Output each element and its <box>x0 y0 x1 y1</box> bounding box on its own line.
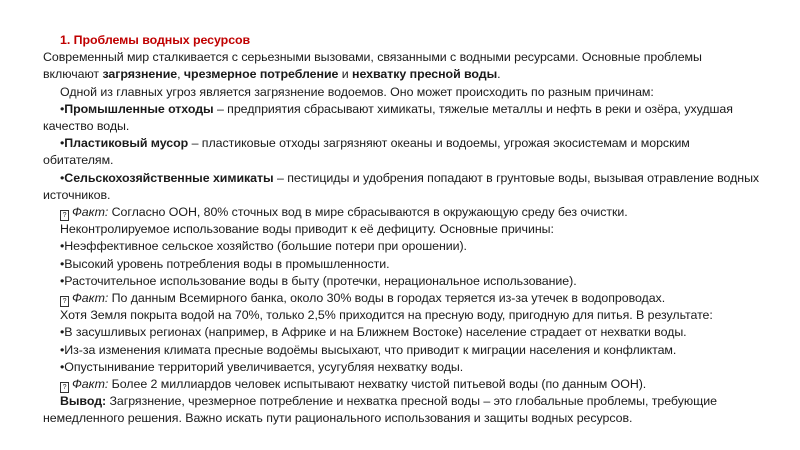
list-item <box>43 170 760 204</box>
fact-text: Согласно ООН, 80% сточных вод в мире сбрасываются в окружающую среду без очистки. <box>108 205 628 220</box>
fact-label: Факт: <box>72 291 109 306</box>
fact-label: Факт: <box>72 205 109 220</box>
list-item <box>60 324 760 341</box>
fact-line <box>60 376 760 393</box>
list-item-text: – пластиковые отходы загрязняют океаны и водоемы, угрожая экосистемам и морским обитателям. <box>43 136 690 168</box>
missing-glyph-icon: ? <box>60 382 69 393</box>
list-item-bold: Промышленные отходы <box>64 101 214 116</box>
bullet: • <box>60 136 65 151</box>
pollution-intro <box>60 84 760 101</box>
list-item <box>60 273 760 290</box>
fact-line <box>60 204 760 221</box>
list-item <box>60 342 760 359</box>
shortage-intro <box>60 307 760 324</box>
list-item-text: •Высокий уровень потребления воды в промышленности. <box>60 256 390 271</box>
intro-bold-pollution: загрязнение <box>102 67 178 82</box>
intro-text: Современный мир сталкивается с серьезными вызовами, связанными с водными ресурсами. Основные проблемы включают <box>43 50 702 82</box>
list-item <box>60 238 760 255</box>
list-item <box>60 256 760 273</box>
list-item-text: •Расточительное использование воды в быту (протечки, нерациональное использование). <box>60 273 577 288</box>
section-title-text: 1. Проблемы водных ресурсов <box>60 33 251 47</box>
bullet: • <box>60 170 65 185</box>
conclusion-paragraph <box>43 393 760 427</box>
fact-text: По данным Всемирного банка, около 30% воды в городах теряется из-за утечек в водопроводах. <box>108 291 666 306</box>
intro-bold-overconsumption: чрезмерное потребление <box>183 67 339 82</box>
list-item-text: – предприятия сбрасывают химикаты, тяжелые металлы и нефть в реки и озёра, ухудшая качество воды. <box>43 101 733 134</box>
list-item-text: •В засушливых регионах (например, в Африке и на Ближнем Востоке) население страдает от нехватки воды. <box>60 325 687 340</box>
intro-paragraph <box>43 49 760 83</box>
bullet: • <box>60 101 65 116</box>
list-item-bold: Пластиковый мусор <box>64 136 189 151</box>
list-item-bold: Сельскохозяйственные химикаты <box>64 170 274 185</box>
list-item-text: •Из-за изменения климата пресные водоёмы высыхают, что приводит к миграции населения и конфликтам. <box>60 342 677 357</box>
list-item-text: – пестициды и удобрения попадают в грунтовые воды, вызывая отравление водных источников. <box>43 170 760 202</box>
fact-text: Более 2 миллиардов человек испытывают нехватку чистой питьевой воды (по данным ООН). <box>108 377 647 392</box>
conclusion-label: Вывод: <box>60 394 107 409</box>
list-item <box>43 135 760 169</box>
pollution-intro-text: Одной из главных угроз является загрязнение водоемов. Оно может происходить по разным причинам: <box>60 84 654 99</box>
conclusion-text: Загрязнение, чрезмерное потребление и нехватка пресной воды – это глобальные проблемы, требующие немедленного решения. Важно искать пути рационального использования и защиты водных ресурсов. <box>43 394 717 426</box>
section-title <box>60 32 760 49</box>
overuse-intro <box>60 221 760 238</box>
intro-end: . <box>497 67 501 82</box>
shortage-intro-text: Хотя Земля покрыта водой на 70%, только 2,5% приходится на пресную воду, пригодную для питья. В результате: <box>60 308 713 323</box>
missing-glyph-icon: ? <box>60 210 69 221</box>
fact-label: Факт: <box>72 377 109 392</box>
list-item-text: •Опустынивание территорий увеличивается, усугубляя нехватку воды. <box>60 359 464 374</box>
fact-line <box>60 290 760 307</box>
intro-sep: и <box>338 67 353 82</box>
document-body <box>43 32 760 428</box>
intro-bold-shortage: нехватку пресной воды <box>352 67 498 82</box>
intro-sep: , <box>177 67 184 82</box>
list-item <box>43 101 760 135</box>
list-item-text: •Неэффективное сельское хозяйство (большие потери при орошении). <box>60 239 467 254</box>
list-item <box>60 359 760 376</box>
overuse-intro-text: Неконтролируемое использование воды приводит к её дефициту. Основные причины: <box>60 222 554 237</box>
missing-glyph-icon: ? <box>60 296 69 307</box>
